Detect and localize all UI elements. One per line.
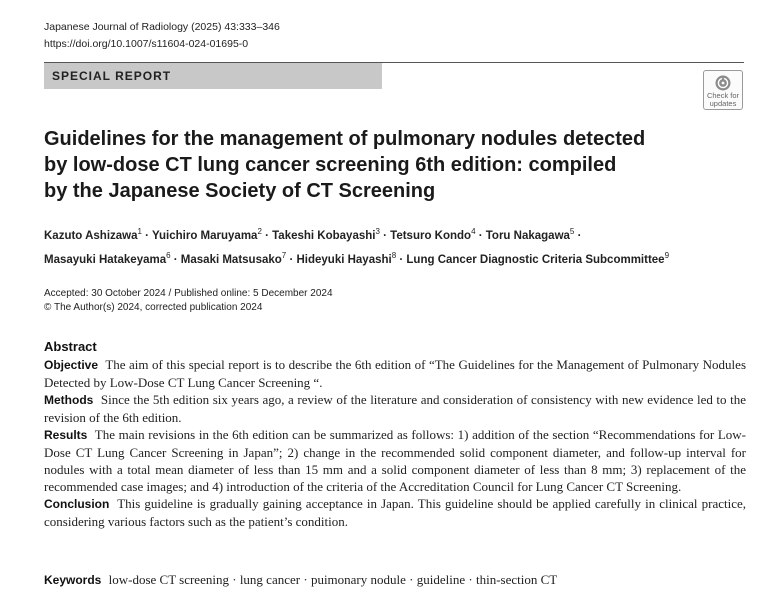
- keyword-separator: ·: [300, 572, 311, 587]
- author-name[interactable]: Masayuki Hatakeyama: [44, 253, 167, 266]
- author-line: [44, 222, 754, 246]
- author-name[interactable]: Yuichiro Maruyama: [151, 229, 258, 242]
- keyword-separator: ·: [465, 572, 476, 587]
- abstract-results: [44, 426, 746, 495]
- affiliation-superscript: 5: [569, 227, 575, 236]
- doi-link[interactable]: https://doi.org/10.1007/s11604-024-01695-0: [44, 38, 249, 50]
- author-name[interactable]: Kazuto Ashizawa: [44, 229, 138, 242]
- author-separator: ·: [170, 253, 181, 266]
- abstract-heading: Abstract: [44, 339, 97, 354]
- title-line: by low-dose CT lung cancer screening 6th edition: compiled: [44, 154, 617, 176]
- author-name[interactable]: Lung Cancer Diagnostic Criteria Subcommittee: [406, 253, 665, 266]
- affiliation-superscript: 2: [257, 227, 262, 236]
- abstract-objective: [44, 356, 746, 391]
- abstract-conclusion: [44, 495, 746, 530]
- report-type-banner: [44, 62, 382, 89]
- section-text: The main revisions in the 6th edition can be summarized as follows: 1) addition of the section “Recommendations for Low-Dose CT Lung Cancer Screening in Japan”; 2) change in the recommended solid component diameter, and follow-up interval for nodules with a total mean diameter of less than 15 mm and a solid component diameter of less than 8 mm; 3) replacement of the recommended case images; and 4) introduction of the criteria of the Accreditation Council for Lung Cancer CT Screening.: [44, 427, 747, 494]
- abstract-methods: [44, 391, 746, 426]
- journal-citation: Japanese Journal of Radiology (2025) 43:333–346: [44, 21, 280, 33]
- author-line: [44, 246, 754, 270]
- keyword-separator: ·: [405, 572, 417, 587]
- keyword-item: low-dose CT screening: [108, 572, 229, 587]
- affiliation-superscript: 3: [375, 227, 380, 236]
- author-separator: ·: [141, 229, 152, 242]
- section-label: Methods: [44, 393, 94, 407]
- author-list: [44, 222, 754, 270]
- check-updates-icon: [715, 75, 731, 91]
- author-name[interactable]: Toru Nakagawa: [485, 229, 570, 242]
- abstract-body: [44, 356, 746, 530]
- author-separator: ·: [261, 229, 273, 242]
- author-name[interactable]: Takeshi Kobayashi: [272, 229, 376, 242]
- keyword-item: lung cancer: [239, 572, 301, 587]
- keyword-separator: ·: [228, 572, 240, 587]
- publication-dates: [44, 287, 333, 315]
- keywords-label: Keywords: [44, 573, 102, 587]
- keyword-list: [109, 572, 558, 587]
- section-text: The aim of this special report is to describe the 6th edition of “The Guidelines for the Management of Pulmonary Nodules Detected by Low-Dose CT Lung Cancer Screening “.: [44, 357, 746, 390]
- affiliation-superscript: 7: [281, 250, 287, 260]
- author-separator: ·: [475, 229, 486, 242]
- affiliation-superscript: 8: [391, 250, 397, 260]
- title-line: by the Japanese Society of CT Screening: [44, 180, 436, 202]
- affiliation-superscript: 4: [471, 227, 476, 236]
- author-separator: ·: [379, 229, 391, 242]
- affiliation-superscript: 1: [137, 227, 142, 236]
- keyword-item: puimonary nodule: [310, 572, 406, 587]
- author-name[interactable]: Hideyuki Hayashi: [296, 253, 392, 266]
- author-separator: ·: [396, 253, 407, 266]
- keywords: [44, 571, 746, 589]
- check-for-updates-button[interactable]: [703, 70, 743, 110]
- accepted-published-date: Accepted: 30 October 2024 / Published online: 5 December 2024: [44, 288, 333, 299]
- article-title: [44, 126, 684, 204]
- section-label: Objective: [44, 358, 99, 372]
- check-updates-label: Check for updates: [706, 91, 740, 108]
- report-type-label: SPECIAL REPORT: [52, 69, 172, 83]
- section-text: Since the 5th edition six years ago, a review of the literature and consideration of consistency with new evidence led to the revision of the 6th edition.: [44, 392, 746, 425]
- header-rule: [382, 62, 744, 63]
- title-line: Guidelines for the management of pulmonary nodules detected: [44, 128, 646, 150]
- section-label: Results: [44, 428, 88, 442]
- keyword-item: thin-section CT: [475, 572, 558, 587]
- author-separator: ·: [574, 229, 582, 242]
- affiliation-superscript: 6: [166, 250, 171, 260]
- author-name[interactable]: Tetsuro Kondo: [390, 229, 472, 242]
- keyword-item: guideline: [416, 572, 466, 587]
- copyright-line: © The Author(s) 2024, corrected publication 2024: [44, 302, 263, 313]
- author-separator: ·: [286, 253, 297, 266]
- author-name[interactable]: Masaki Matsusako: [180, 253, 282, 266]
- section-label: Conclusion: [44, 497, 110, 511]
- section-text: This guideline is gradually gaining acceptance in Japan. This guideline should be applied carefully in clinical practice, considering various factors such as the patient’s condition.: [44, 496, 747, 529]
- affiliation-superscript: 9: [664, 250, 670, 260]
